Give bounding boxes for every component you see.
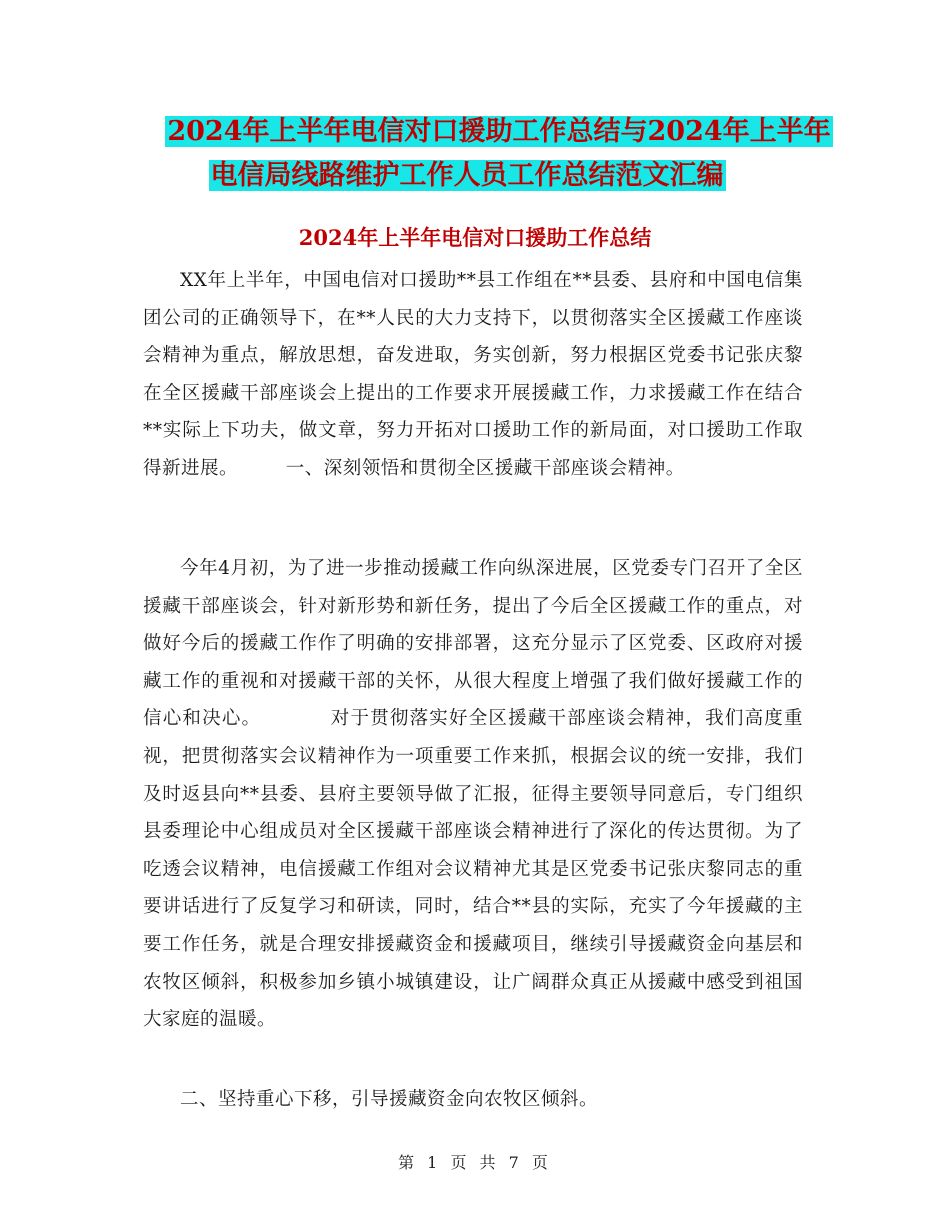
title-highlight-1: 2024年上半年电信对口援助工作总结与2024年上半年 <box>167 116 831 147</box>
paragraph-3: 二、坚持重心下移，引导援藏资金向农牧区倾斜。 <box>180 1089 599 1110</box>
body-section-3 <box>143 1081 803 1119</box>
document-title-line-2 <box>0 156 942 196</box>
body-section-2 <box>143 550 803 1039</box>
document-title-line-1 <box>24 112 950 152</box>
paragraph-1: XX年上半年，中国电信对口援助**县工作组在**县委、县府和中国电信集团公司的正确领导下，在**人民的大力支持下，以贯彻落实全区援藏工作座谈会精神为重点，解放思想，奋发进取，务实创新，努力根据区党委书记张庆黎在全区援藏干部座谈会上提出的工作要求开展援藏工作，力求援藏工作在结合**实际上下功夫，做文章，努力开拓对口援助工作的新局面，对口援助工作取得新进展。 一、深刻领悟和贯彻全区援藏干部座谈会精神。 <box>143 270 803 479</box>
title-highlight-2: 电信局线路维护工作人员工作总结范文汇编 <box>210 160 724 191</box>
section-heading: 2024年上半年电信对口援助工作总结 <box>298 225 652 250</box>
paragraph-2: 今年4月初，为了进一步推动援藏工作向纵深进展，区党委专门召开了全区援藏干部座谈会，针对新形势和新任务，提出了今后全区援藏工作的重点，对做好今后的援藏工作作了明确的安排部署，这充分显示了区党委、区政府对援藏工作的重视和对援藏干部的关怀，从很大程度上增强了我们做好援藏工作的信心和决心。 对于贯彻落实好全区援藏干部座谈会精神，我们高度重视，把贯彻落实会议精神作为一项重要工作来抓，根据会议的统一安排，我们及时返县向**县委、县府主要领导做了汇报，征得主要领导同意后，专门组织县委理论中心组成员对全区援藏干部座谈会精神进行了深化的传达贯彻。为了吃透会议精神，电信援藏工作组对会议精神尤其是区党委书记张庆黎同志的重要讲话进行了反复学习和研读，同时，结合**县的实际，充实了今年援藏的主要工作任务，就是合理安排援藏资金和援藏项目，继续引导援藏资金向基层和农牧区倾斜，积极参加乡镇小城镇建设，让广阔群众真正从援藏中感受到祖国大家庭的温暖。 <box>143 558 803 1031</box>
page-footer: 第 1 页 共 7 页 <box>398 1153 552 1172</box>
body-section-1 <box>143 262 803 488</box>
